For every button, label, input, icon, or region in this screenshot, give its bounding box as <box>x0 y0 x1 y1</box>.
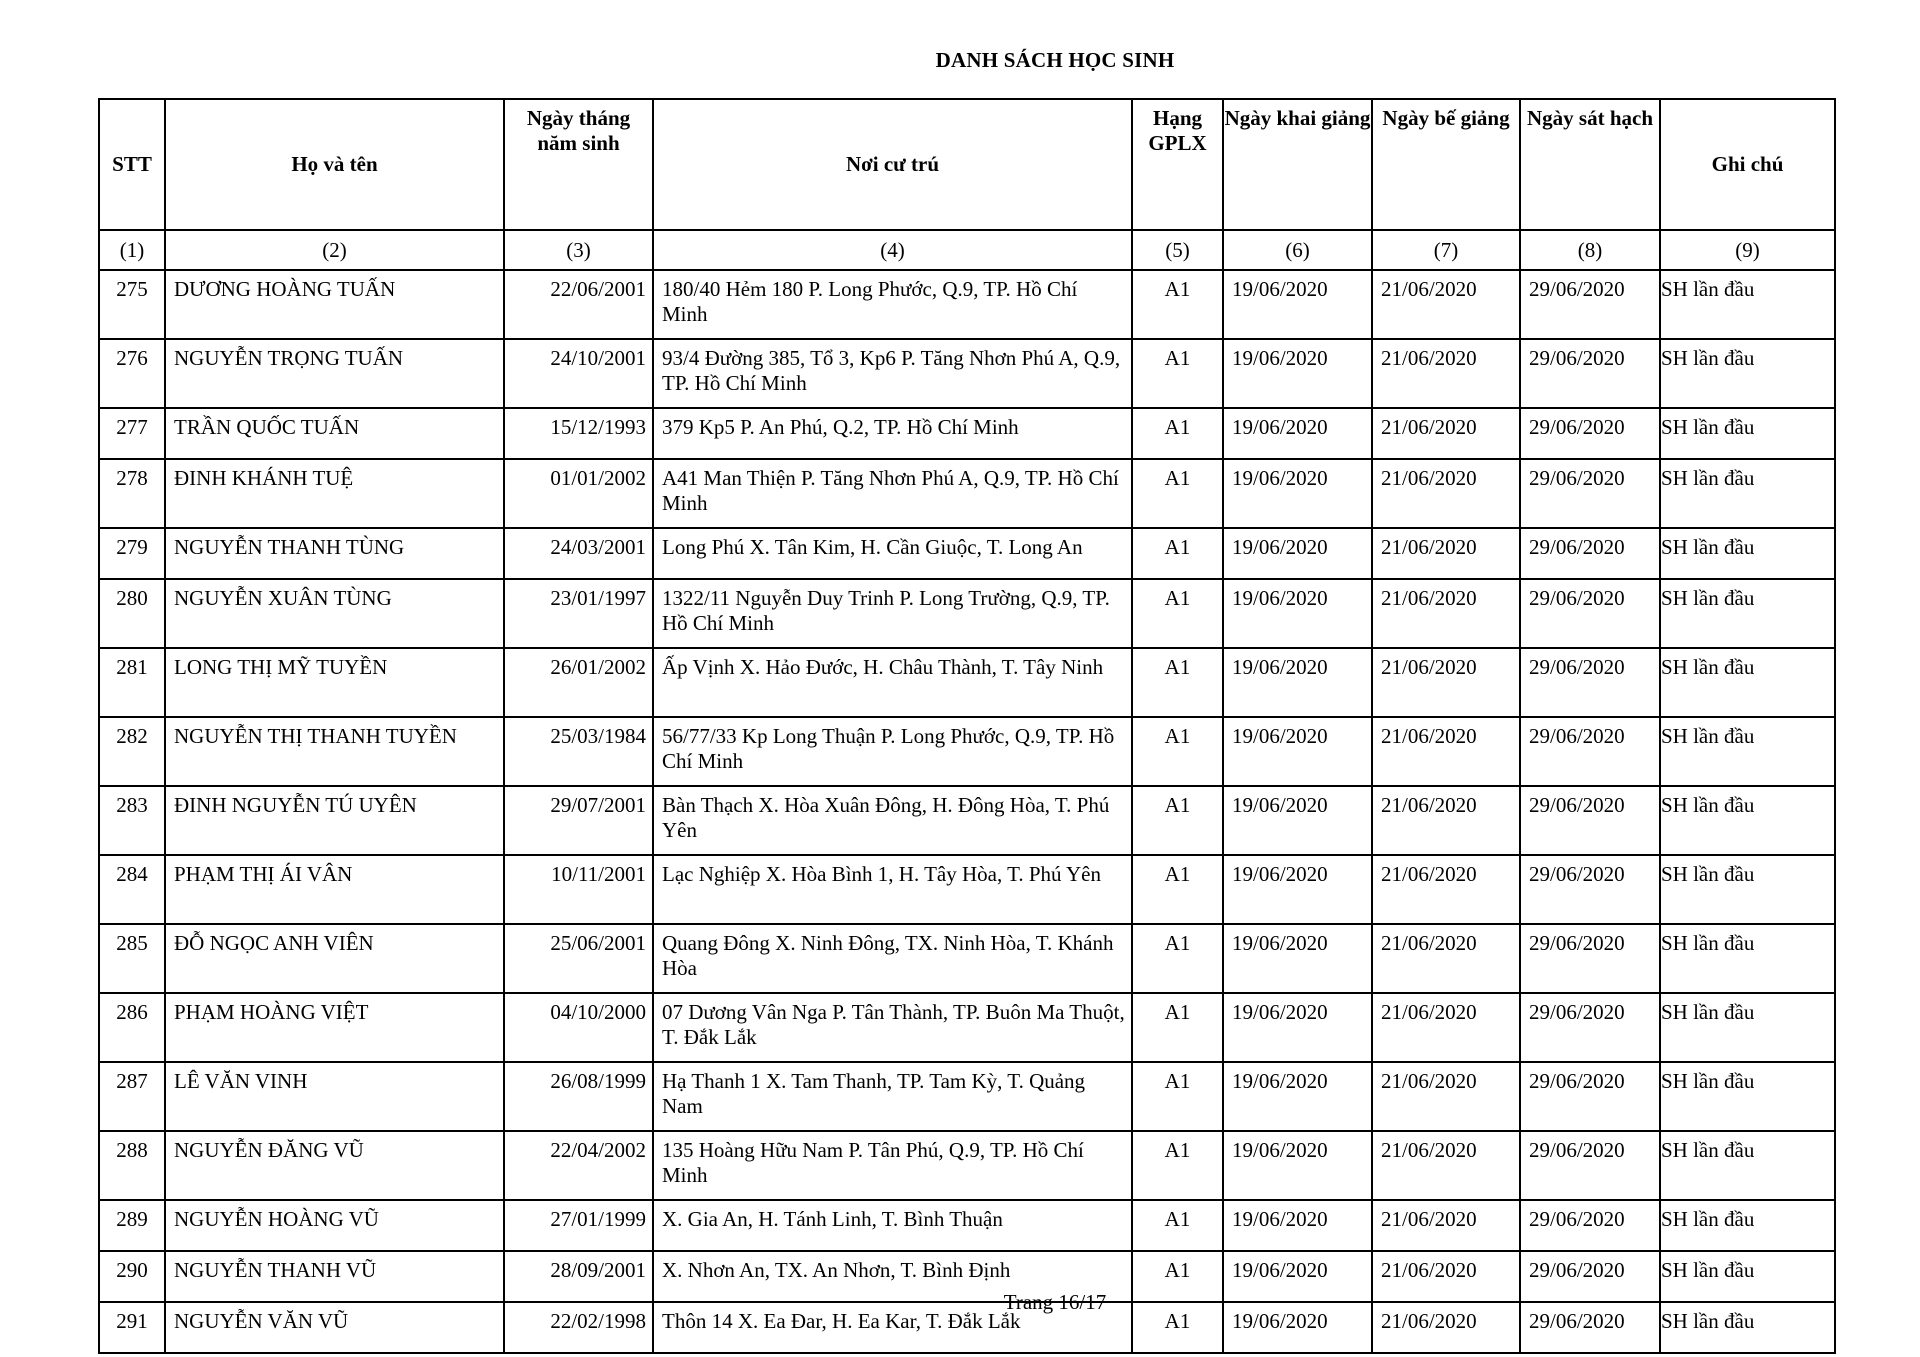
course-end-date: 21/06/2020 <box>1372 579 1520 648</box>
date-of-birth: 04/10/2000 <box>504 993 653 1062</box>
row-number: 282 <box>99 717 165 786</box>
table-row <box>99 459 1835 528</box>
course-start-date: 19/06/2020 <box>1223 717 1372 786</box>
table-row <box>99 339 1835 408</box>
exam-date: 29/06/2020 <box>1520 717 1660 786</box>
license-class: A1 <box>1132 579 1223 648</box>
row-number: 279 <box>99 528 165 579</box>
table-row <box>99 648 1835 717</box>
header-name: Họ và tên <box>165 99 504 230</box>
course-start-date: 19/06/2020 <box>1223 1200 1372 1251</box>
table-row <box>99 786 1835 855</box>
residence-address: 93/4 Đường 385, Tổ 3, Kp6 P. Tăng Nhơn Phú A, Q.9, TP. Hồ Chí Minh <box>653 339 1132 408</box>
course-start-date: 19/06/2020 <box>1223 579 1372 648</box>
date-of-birth: 01/01/2002 <box>504 459 653 528</box>
course-start-date: 19/06/2020 <box>1223 459 1372 528</box>
row-number: 280 <box>99 579 165 648</box>
course-end-date: 21/06/2020 <box>1372 1200 1520 1251</box>
student-name: LONG THỊ MỸ TUYỀN <box>165 648 504 717</box>
date-of-birth: 24/10/2001 <box>504 339 653 408</box>
course-end-date: 21/06/2020 <box>1372 1062 1520 1131</box>
course-end-date: 21/06/2020 <box>1372 924 1520 993</box>
note: SH lần đầu <box>1660 1200 1835 1251</box>
date-of-birth: 10/11/2001 <box>504 855 653 924</box>
exam-date: 29/06/2020 <box>1520 459 1660 528</box>
row-number: 284 <box>99 855 165 924</box>
page-number: Trang 16/17 <box>1003 1290 1107 1314</box>
course-start-date: 19/06/2020 <box>1223 648 1372 717</box>
note: SH lần đầu <box>1660 1062 1835 1131</box>
column-number-row <box>99 230 1835 270</box>
course-start-date: 19/06/2020 <box>1223 1251 1372 1302</box>
course-end-date: 21/06/2020 <box>1372 786 1520 855</box>
course-start-date: 19/06/2020 <box>1223 993 1372 1062</box>
license-class: A1 <box>1132 1131 1223 1200</box>
note: SH lần đầu <box>1660 786 1835 855</box>
residence-address: Long Phú X. Tân Kim, H. Cần Giuộc, T. Long An <box>653 528 1132 579</box>
row-number: 290 <box>99 1251 165 1302</box>
header-exam-date: Ngày sát hạch <box>1520 99 1660 230</box>
exam-date: 29/06/2020 <box>1520 339 1660 408</box>
note: SH lần đầu <box>1660 339 1835 408</box>
row-number: 278 <box>99 459 165 528</box>
exam-date: 29/06/2020 <box>1520 1251 1660 1302</box>
column-number: (4) <box>653 230 1132 270</box>
exam-date: 29/06/2020 <box>1520 579 1660 648</box>
residence-address: Bàn Thạch X. Hòa Xuân Đông, H. Đông Hòa, T. Phú Yên <box>653 786 1132 855</box>
row-number: 277 <box>99 408 165 459</box>
exam-date: 29/06/2020 <box>1520 924 1660 993</box>
table-row <box>99 855 1835 924</box>
exam-date: 29/06/2020 <box>1520 408 1660 459</box>
table-row <box>99 717 1835 786</box>
table-row <box>99 924 1835 993</box>
exam-date: 29/06/2020 <box>1520 270 1660 339</box>
course-end-date: 21/06/2020 <box>1372 408 1520 459</box>
note: SH lần đầu <box>1660 579 1835 648</box>
student-name: DƯƠNG HOÀNG TUẤN <box>165 270 504 339</box>
note: SH lần đầu <box>1660 648 1835 717</box>
date-of-birth: 25/06/2001 <box>504 924 653 993</box>
student-name: ĐỖ NGỌC ANH VIÊN <box>165 924 504 993</box>
license-class: A1 <box>1132 1200 1223 1251</box>
exam-date: 29/06/2020 <box>1520 1302 1660 1353</box>
note: SH lần đầu <box>1660 993 1835 1062</box>
course-end-date: 21/06/2020 <box>1372 1251 1520 1302</box>
student-name: TRẦN QUỐC TUẤN <box>165 408 504 459</box>
note: SH lần đầu <box>1660 1131 1835 1200</box>
date-of-birth: 15/12/1993 <box>504 408 653 459</box>
row-number: 289 <box>99 1200 165 1251</box>
exam-date: 29/06/2020 <box>1520 528 1660 579</box>
course-start-date: 19/06/2020 <box>1223 270 1372 339</box>
page-title: DANH SÁCH HỌC SINH <box>935 48 1175 72</box>
student-name: NGUYỄN XUÂN TÙNG <box>165 579 504 648</box>
student-name: PHẠM THỊ ÁI VÂN <box>165 855 504 924</box>
table-row <box>99 1131 1835 1200</box>
date-of-birth: 22/04/2002 <box>504 1131 653 1200</box>
row-number: 276 <box>99 339 165 408</box>
residence-address: Hạ Thanh 1 X. Tam Thanh, TP. Tam Kỳ, T. Quảng Nam <box>653 1062 1132 1131</box>
student-name: ĐINH KHÁNH TUỆ <box>165 459 504 528</box>
course-start-date: 19/06/2020 <box>1223 408 1372 459</box>
residence-address: 07 Dương Vân Nga P. Tân Thành, TP. Buôn Ma Thuột, T. Đắk Lắk <box>653 993 1132 1062</box>
student-name: NGUYỄN VĂN VŨ <box>165 1302 504 1353</box>
course-start-date: 19/06/2020 <box>1223 924 1372 993</box>
course-end-date: 21/06/2020 <box>1372 717 1520 786</box>
exam-date: 29/06/2020 <box>1520 1062 1660 1131</box>
student-name: NGUYỄN HOÀNG VŨ <box>165 1200 504 1251</box>
student-name: NGUYỄN THỊ THANH TUYỀN <box>165 717 504 786</box>
note: SH lần đầu <box>1660 855 1835 924</box>
license-class: A1 <box>1132 1251 1223 1302</box>
header-end-date: Ngày bế giảng <box>1372 99 1520 230</box>
row-number: 285 <box>99 924 165 993</box>
course-end-date: 21/06/2020 <box>1372 648 1520 717</box>
course-start-date: 19/06/2020 <box>1223 339 1372 408</box>
residence-address: 1322/11 Nguyễn Duy Trinh P. Long Trường, Q.9, TP. Hồ Chí Minh <box>653 579 1132 648</box>
note: SH lần đầu <box>1660 459 1835 528</box>
residence-address: A41 Man Thiện P. Tăng Nhơn Phú A, Q.9, TP. Hồ Chí Minh <box>653 459 1132 528</box>
exam-date: 29/06/2020 <box>1520 648 1660 717</box>
residence-address: 56/77/33 Kp Long Thuận P. Long Phước, Q.9, TP. Hồ Chí Minh <box>653 717 1132 786</box>
residence-address: 379 Kp5 P. An Phú, Q.2, TP. Hồ Chí Minh <box>653 408 1132 459</box>
license-class: A1 <box>1132 993 1223 1062</box>
student-name: NGUYỄN THANH VŨ <box>165 1251 504 1302</box>
row-number: 287 <box>99 1062 165 1131</box>
residence-address: 135 Hoàng Hữu Nam P. Tân Phú, Q.9, TP. Hồ Chí Minh <box>653 1131 1132 1200</box>
residence-address: Ấp Vịnh X. Hảo Đước, H. Châu Thành, T. Tây Ninh <box>653 648 1132 717</box>
student-name: NGUYỄN THANH TÙNG <box>165 528 504 579</box>
course-start-date: 19/06/2020 <box>1223 1302 1372 1353</box>
residence-address: X. Gia An, H. Tánh Linh, T. Bình Thuận <box>653 1200 1132 1251</box>
row-number: 286 <box>99 993 165 1062</box>
residence-address: 180/40 Hẻm 180 P. Long Phước, Q.9, TP. Hồ Chí Minh <box>653 270 1132 339</box>
row-number: 275 <box>99 270 165 339</box>
student-table <box>98 98 1836 1354</box>
license-class: A1 <box>1132 924 1223 993</box>
header-start-date: Ngày khai giảng <box>1223 99 1372 230</box>
course-end-date: 21/06/2020 <box>1372 1302 1520 1353</box>
license-class: A1 <box>1132 339 1223 408</box>
column-number: (7) <box>1372 230 1520 270</box>
header-row <box>99 99 1835 230</box>
column-number: (5) <box>1132 230 1223 270</box>
residence-address: Thôn 14 X. Ea Đar, H. Ea Kar, T. Đắk Lắk <box>653 1302 1132 1353</box>
date-of-birth: 22/06/2001 <box>504 270 653 339</box>
exam-date: 29/06/2020 <box>1520 786 1660 855</box>
note: SH lần đầu <box>1660 1302 1835 1353</box>
note: SH lần đầu <box>1660 1251 1835 1302</box>
table-row <box>99 1200 1835 1251</box>
residence-address: Lạc Nghiệp X. Hòa Bình 1, H. Tây Hòa, T. Phú Yên <box>653 855 1132 924</box>
row-number: 291 <box>99 1302 165 1353</box>
column-number: (6) <box>1223 230 1372 270</box>
header-dob: Ngày tháng năm sinh <box>504 99 653 230</box>
course-start-date: 19/06/2020 <box>1223 1062 1372 1131</box>
table-row <box>99 270 1835 339</box>
column-number: (2) <box>165 230 504 270</box>
license-class: A1 <box>1132 1062 1223 1131</box>
row-number: 281 <box>99 648 165 717</box>
license-class: A1 <box>1132 1302 1223 1353</box>
row-number: 283 <box>99 786 165 855</box>
date-of-birth: 25/03/1984 <box>504 717 653 786</box>
table-row <box>99 408 1835 459</box>
course-start-date: 19/06/2020 <box>1223 1131 1372 1200</box>
course-end-date: 21/06/2020 <box>1372 855 1520 924</box>
student-name: NGUYỄN TRỌNG TUẤN <box>165 339 504 408</box>
column-number: (8) <box>1520 230 1660 270</box>
column-number: (1) <box>99 230 165 270</box>
student-name: NGUYỄN ĐĂNG VŨ <box>165 1131 504 1200</box>
student-name: ĐINH NGUYỄN TÚ UYÊN <box>165 786 504 855</box>
license-class: A1 <box>1132 528 1223 579</box>
residence-address: X. Nhơn An, TX. An Nhơn, T. Bình Định <box>653 1251 1132 1302</box>
note: SH lần đầu <box>1660 528 1835 579</box>
course-end-date: 21/06/2020 <box>1372 993 1520 1062</box>
course-start-date: 19/06/2020 <box>1223 855 1372 924</box>
table-row <box>99 993 1835 1062</box>
license-class: A1 <box>1132 855 1223 924</box>
exam-date: 29/06/2020 <box>1520 855 1660 924</box>
license-class: A1 <box>1132 270 1223 339</box>
date-of-birth: 23/01/1997 <box>504 579 653 648</box>
course-end-date: 21/06/2020 <box>1372 339 1520 408</box>
license-class: A1 <box>1132 717 1223 786</box>
date-of-birth: 29/07/2001 <box>504 786 653 855</box>
note: SH lần đầu <box>1660 717 1835 786</box>
license-class: A1 <box>1132 786 1223 855</box>
date-of-birth: 24/03/2001 <box>504 528 653 579</box>
student-name: LÊ VĂN VINH <box>165 1062 504 1131</box>
date-of-birth: 27/01/1999 <box>504 1200 653 1251</box>
course-start-date: 19/06/2020 <box>1223 528 1372 579</box>
exam-date: 29/06/2020 <box>1520 1200 1660 1251</box>
column-number: (9) <box>1660 230 1835 270</box>
header-stt: STT <box>99 99 165 230</box>
table-row <box>99 528 1835 579</box>
course-end-date: 21/06/2020 <box>1372 1131 1520 1200</box>
table-row <box>99 579 1835 648</box>
license-class: A1 <box>1132 648 1223 717</box>
residence-address: Quang Đông X. Ninh Đông, TX. Ninh Hòa, T. Khánh Hòa <box>653 924 1132 993</box>
date-of-birth: 26/01/2002 <box>504 648 653 717</box>
table-row <box>99 1062 1835 1131</box>
course-end-date: 21/06/2020 <box>1372 459 1520 528</box>
exam-date: 29/06/2020 <box>1520 993 1660 1062</box>
column-number: (3) <box>504 230 653 270</box>
note: SH lần đầu <box>1660 924 1835 993</box>
date-of-birth: 26/08/1999 <box>504 1062 653 1131</box>
note: SH lần đầu <box>1660 270 1835 339</box>
date-of-birth: 28/09/2001 <box>504 1251 653 1302</box>
course-start-date: 19/06/2020 <box>1223 786 1372 855</box>
header-note: Ghi chú <box>1660 99 1835 230</box>
header-license-class: Hạng GPLX <box>1132 99 1223 230</box>
course-end-date: 21/06/2020 <box>1372 528 1520 579</box>
date-of-birth: 22/02/1998 <box>504 1302 653 1353</box>
license-class: A1 <box>1132 459 1223 528</box>
row-number: 288 <box>99 1131 165 1200</box>
header-address: Nơi cư trú <box>653 99 1132 230</box>
note: SH lần đầu <box>1660 408 1835 459</box>
exam-date: 29/06/2020 <box>1520 1131 1660 1200</box>
student-name: PHẠM HOÀNG VIỆT <box>165 993 504 1062</box>
license-class: A1 <box>1132 408 1223 459</box>
course-end-date: 21/06/2020 <box>1372 270 1520 339</box>
